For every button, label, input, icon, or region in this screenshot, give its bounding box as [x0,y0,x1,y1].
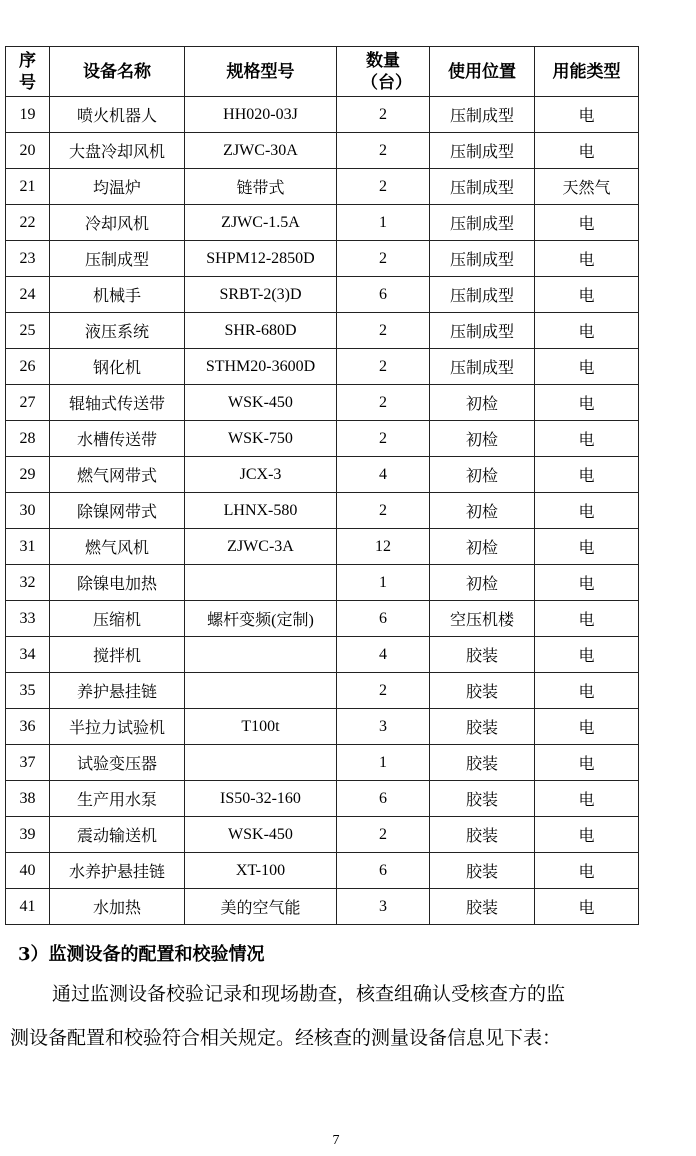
cell-model: WSK-450 [185,817,337,853]
cell-location: 空压机楼 [430,601,535,637]
cell-location: 压制成型 [430,313,535,349]
cell-location: 胶装 [430,745,535,781]
cell-seq: 29 [6,457,50,493]
cell-equipment-name: 生产用水泵 [50,781,185,817]
cell-model [185,673,337,709]
cell-seq: 30 [6,493,50,529]
cell-model: STHM20-3600D [185,349,337,385]
cell-equipment-name: 半拉力试验机 [50,709,185,745]
cell-quantity: 6 [337,277,430,313]
cell-seq: 22 [6,205,50,241]
cell-seq: 31 [6,529,50,565]
cell-quantity: 3 [337,709,430,745]
cell-seq: 20 [6,133,50,169]
cell-model: WSK-450 [185,385,337,421]
cell-seq: 39 [6,817,50,853]
cell-model: 螺杆变频(定制) [185,601,337,637]
cell-equipment-name: 除镍电加热 [50,565,185,601]
table-row [6,385,639,421]
cell-quantity: 6 [337,601,430,637]
cell-seq: 40 [6,853,50,889]
paragraph-line-2: 测设备配置和校验符合相关规定。经核查的测量设备信息见下表： [10,1027,562,1049]
cell-energy-type: 电 [535,133,639,169]
page-number: 7 [332,1133,340,1148]
cell-location: 初检 [430,565,535,601]
table-row [6,205,639,241]
cell-energy-type: 电 [535,277,639,313]
cell-location: 胶装 [430,637,535,673]
cell-quantity: 2 [337,133,430,169]
table-row [6,709,639,745]
cell-location: 胶装 [430,673,535,709]
table-body [6,97,639,925]
cell-energy-type: 电 [535,853,639,889]
cell-quantity: 4 [337,637,430,673]
cell-energy-type: 电 [535,457,639,493]
cell-seq: 27 [6,385,50,421]
cell-quantity: 2 [337,169,430,205]
paragraph-line-1: 通过监测设备校验记录和现场勘查，核查组确认受核查方的监 [52,983,566,1005]
cell-model [185,565,337,601]
table-row [6,169,639,205]
cell-equipment-name: 水养护悬挂链 [50,853,185,889]
cell-equipment-name: 除镍网带式 [50,493,185,529]
cell-quantity: 1 [337,565,430,601]
cell-quantity: 2 [337,421,430,457]
table-row [6,637,639,673]
cell-model: WSK-750 [185,421,337,457]
cell-quantity: 2 [337,313,430,349]
cell-equipment-name: 震动输送机 [50,817,185,853]
section-heading: 3）监测设备的配置和校验情况 [18,944,265,965]
cell-model: ZJWC-3A [185,529,337,565]
table-row [6,313,639,349]
cell-seq: 23 [6,241,50,277]
cell-location: 压制成型 [430,241,535,277]
cell-energy-type: 电 [535,781,639,817]
cell-energy-type: 电 [535,637,639,673]
cell-location: 压制成型 [430,97,535,133]
cell-seq: 33 [6,601,50,637]
cell-quantity: 3 [337,889,430,925]
table-row [6,781,639,817]
cell-equipment-name: 机械手 [50,277,185,313]
cell-quantity: 2 [337,241,430,277]
cell-equipment-name: 压制成型 [50,241,185,277]
cell-energy-type: 电 [535,889,639,925]
cell-seq: 36 [6,709,50,745]
cell-equipment-name: 水加热 [50,889,185,925]
cell-equipment-name: 试验变压器 [50,745,185,781]
cell-quantity: 6 [337,781,430,817]
cell-model: 美的空气能 [185,889,337,925]
cell-equipment-name: 燃气风机 [50,529,185,565]
cell-seq: 19 [6,97,50,133]
cell-location: 胶装 [430,781,535,817]
cell-location: 初检 [430,493,535,529]
cell-location: 压制成型 [430,133,535,169]
header-quantity: 数量（台） [337,47,430,97]
cell-quantity: 12 [337,529,430,565]
cell-energy-type: 电 [535,493,639,529]
cell-location: 初检 [430,385,535,421]
cell-quantity: 2 [337,349,430,385]
cell-seq: 25 [6,313,50,349]
cell-location: 压制成型 [430,169,535,205]
cell-energy-type: 电 [535,601,639,637]
cell-seq: 37 [6,745,50,781]
cell-energy-type: 电 [535,565,639,601]
cell-model: 链带式 [185,169,337,205]
cell-seq: 38 [6,781,50,817]
cell-energy-type: 电 [535,97,639,133]
cell-equipment-name: 养护悬挂链 [50,673,185,709]
table-header [6,47,639,97]
cell-location: 初检 [430,457,535,493]
cell-seq: 24 [6,277,50,313]
table-row [6,133,639,169]
cell-quantity: 6 [337,853,430,889]
cell-model: ZJWC-1.5A [185,205,337,241]
cell-location: 压制成型 [430,205,535,241]
cell-energy-type: 电 [535,709,639,745]
cell-model: SHPM12-2850D [185,241,337,277]
table-row [6,457,639,493]
table-row [6,853,639,889]
cell-location: 初检 [430,421,535,457]
cell-seq: 41 [6,889,50,925]
cell-equipment-name: 水槽传送带 [50,421,185,457]
cell-seq: 34 [6,637,50,673]
header-seq: 序号 [6,47,50,97]
cell-model: LHNX-580 [185,493,337,529]
cell-location: 胶装 [430,817,535,853]
header-row [6,47,639,97]
cell-quantity: 4 [337,457,430,493]
cell-model: HH020-03J [185,97,337,133]
cell-model: ZJWC-30A [185,133,337,169]
table-row [6,565,639,601]
table-row [6,421,639,457]
cell-energy-type: 电 [535,205,639,241]
cell-equipment-name: 搅拌机 [50,637,185,673]
table-row [6,241,639,277]
cell-equipment-name: 喷火机器人 [50,97,185,133]
cell-equipment-name: 钢化机 [50,349,185,385]
cell-quantity: 1 [337,745,430,781]
table-row [6,493,639,529]
table-row [6,529,639,565]
header-location: 使用位置 [430,47,535,97]
cell-location: 压制成型 [430,349,535,385]
cell-quantity: 2 [337,493,430,529]
table-row [6,817,639,853]
cell-equipment-name: 辊轴式传送带 [50,385,185,421]
cell-equipment-name: 冷却风机 [50,205,185,241]
equipment-table [5,46,639,925]
cell-seq: 21 [6,169,50,205]
cell-quantity: 1 [337,205,430,241]
table-row [6,745,639,781]
cell-model: SRBT-2(3)D [185,277,337,313]
cell-model: SHR-680D [185,313,337,349]
header-energy-type: 用能类型 [535,47,639,97]
cell-energy-type: 天然气 [535,169,639,205]
cell-quantity: 2 [337,97,430,133]
cell-energy-type: 电 [535,313,639,349]
cell-location: 胶装 [430,889,535,925]
cell-energy-type: 电 [535,745,639,781]
header-equipment-name: 设备名称 [50,47,185,97]
table-row [6,673,639,709]
cell-location: 初检 [430,529,535,565]
cell-equipment-name: 液压系统 [50,313,185,349]
cell-quantity: 2 [337,673,430,709]
cell-equipment-name: 均温炉 [50,169,185,205]
cell-seq: 26 [6,349,50,385]
cell-model [185,745,337,781]
cell-model [185,637,337,673]
cell-energy-type: 电 [535,421,639,457]
table-row [6,277,639,313]
cell-equipment-name: 压缩机 [50,601,185,637]
cell-equipment-name: 大盘冷却风机 [50,133,185,169]
cell-seq: 28 [6,421,50,457]
cell-energy-type: 电 [535,385,639,421]
cell-energy-type: 电 [535,673,639,709]
cell-equipment-name: 燃气网带式 [50,457,185,493]
cell-quantity: 2 [337,817,430,853]
cell-model: JCX-3 [185,457,337,493]
header-model: 规格型号 [185,47,337,97]
cell-model: XT-100 [185,853,337,889]
cell-energy-type: 电 [535,349,639,385]
cell-location: 胶装 [430,853,535,889]
table-row [6,889,639,925]
cell-energy-type: 电 [535,241,639,277]
cell-location: 胶装 [430,709,535,745]
cell-model: IS50-32-160 [185,781,337,817]
cell-seq: 35 [6,673,50,709]
cell-model: T100t [185,709,337,745]
cell-quantity: 2 [337,385,430,421]
table-row [6,97,639,133]
table-row [6,349,639,385]
cell-energy-type: 电 [535,529,639,565]
cell-location: 压制成型 [430,277,535,313]
table-row [6,601,639,637]
cell-seq: 32 [6,565,50,601]
cell-energy-type: 电 [535,817,639,853]
